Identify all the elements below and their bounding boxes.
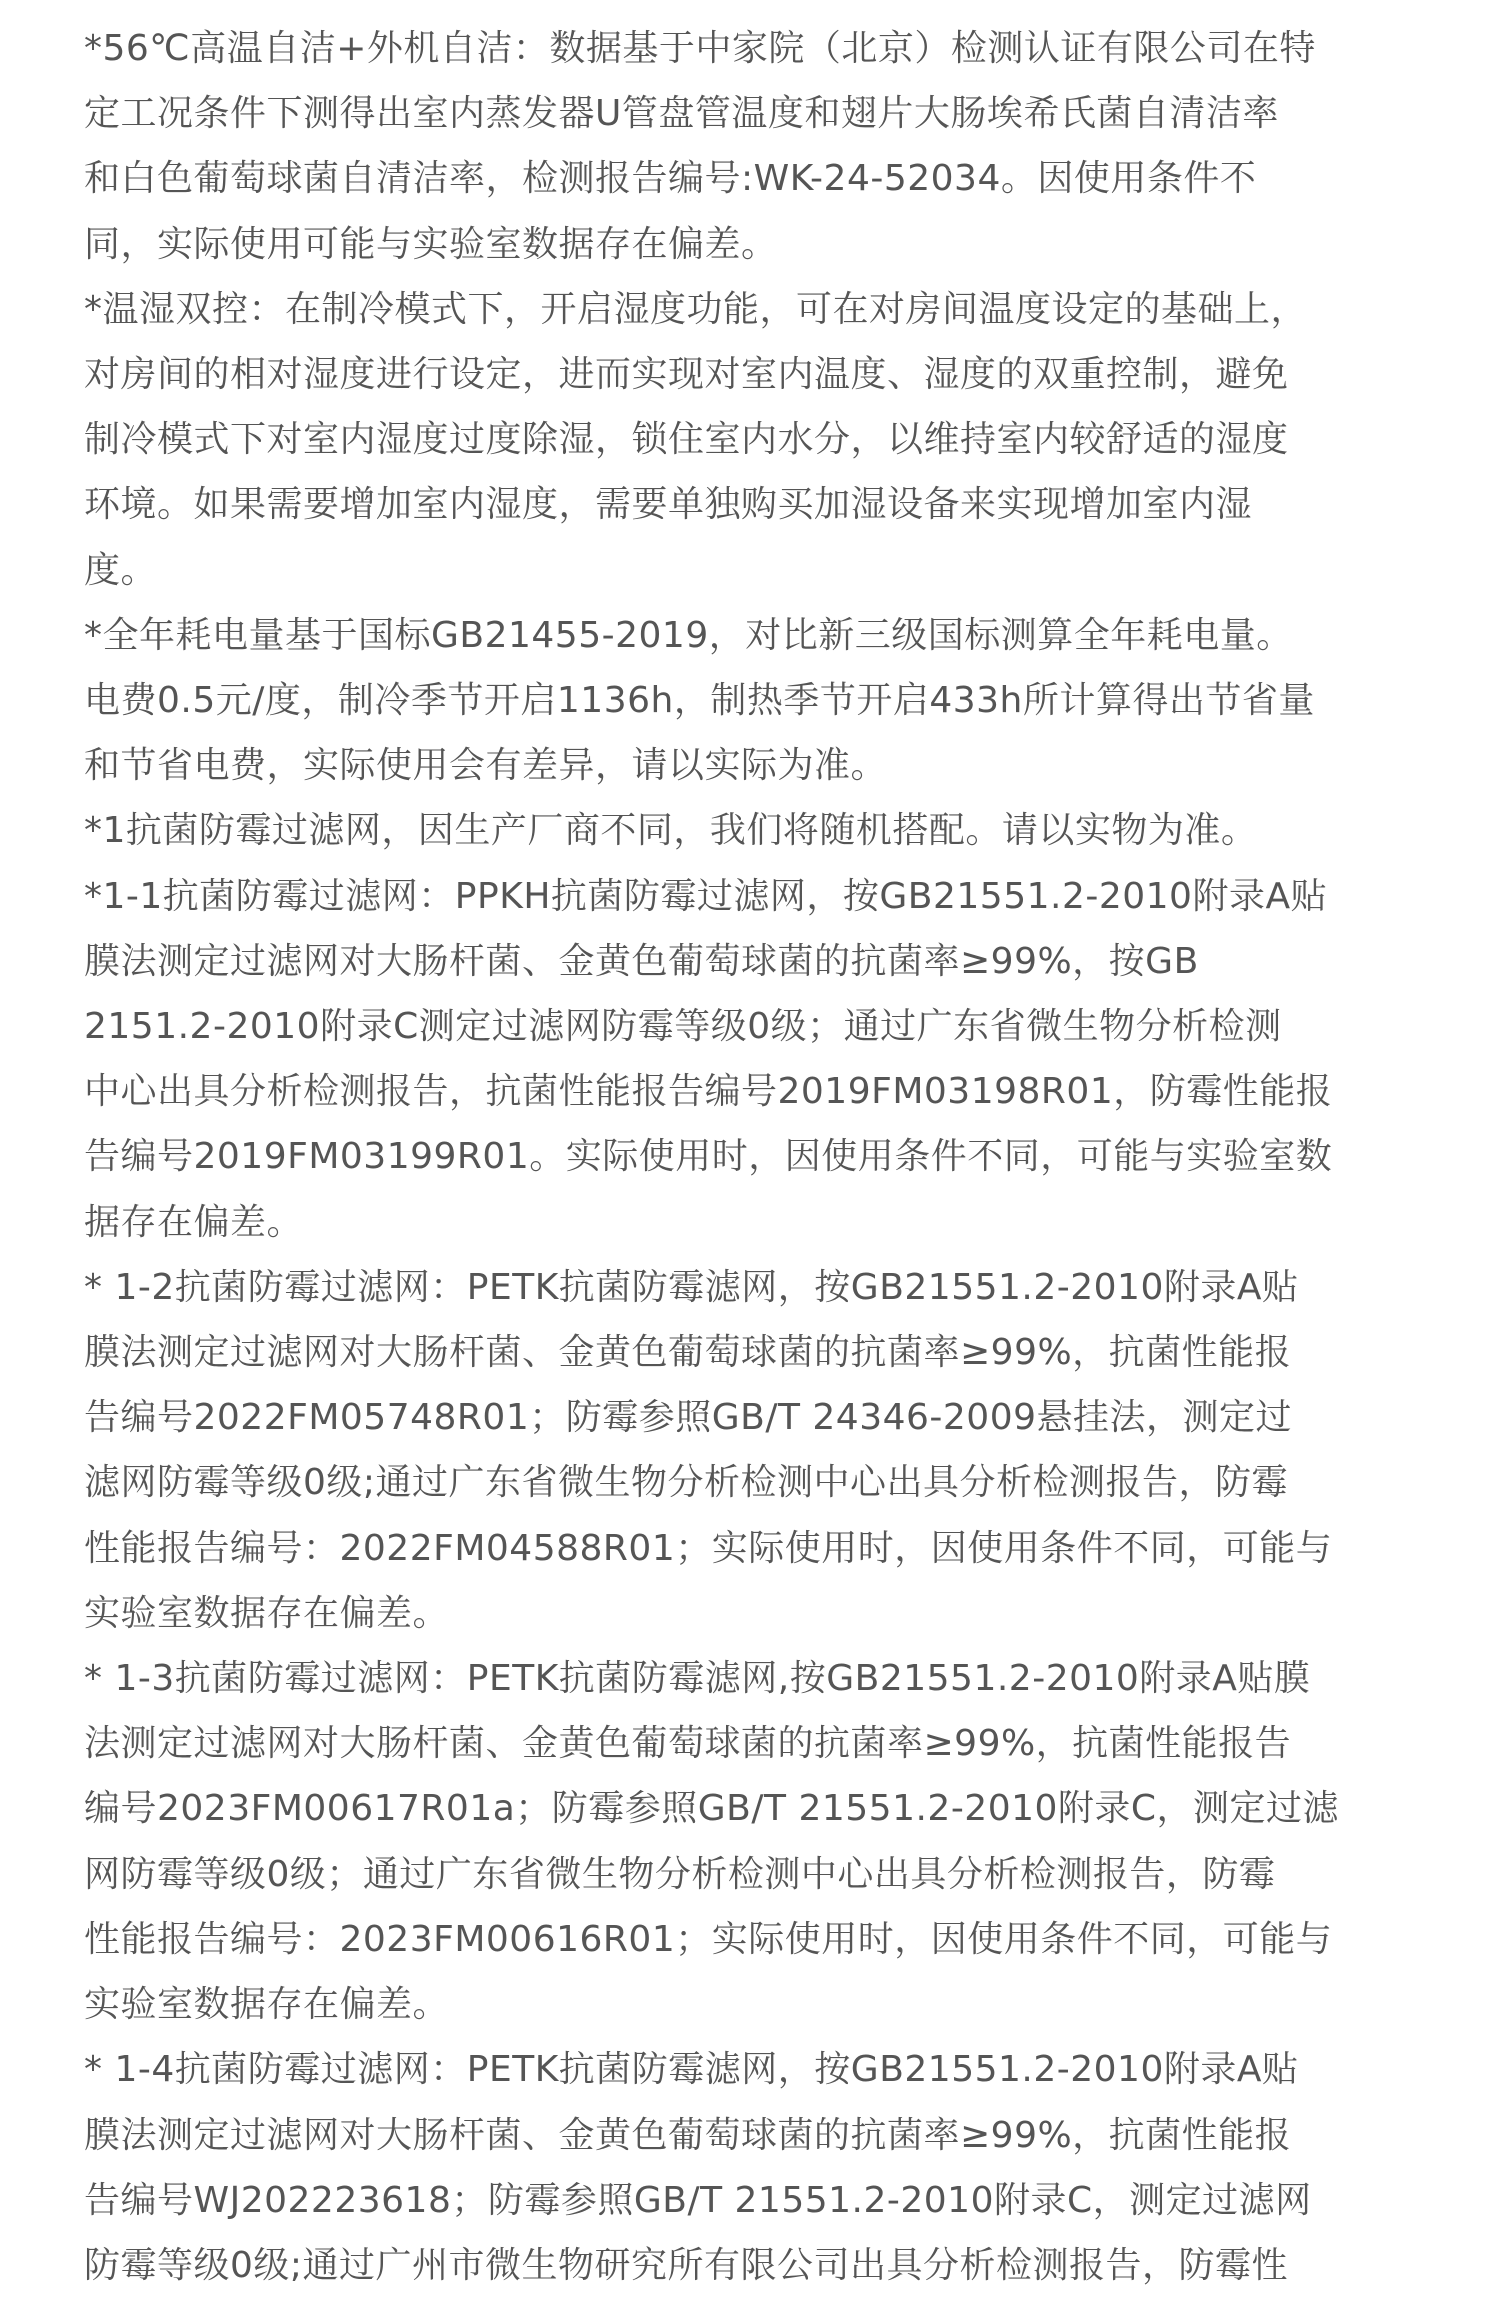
note-line: * 1-3抗菌防霉过滤网：PETK抗菌防霉滤网,按GB21551.2-2010附录A贴膜 [84, 1658, 1311, 1700]
note-line: 滤网防霉等级0级;通过广东省微生物分析检测中心出具分析检测报告，防霉 [84, 1462, 1289, 1504]
note-line: 膜法测定过滤网对大肠杆菌、金黄色葡萄球菌的抗菌率≥99%，抗菌性能报 [84, 2114, 1292, 2156]
note-line: 告编号WJ202223618；防霉参照GB/T 21551.2-2010附录C，测定过滤网 [84, 2179, 1312, 2221]
note-line: 编号2023FM00617R01a；防霉参照GB/T 21551.2-2010附录C，测定过滤 [84, 1788, 1340, 1830]
note-line: *全年耗电量基于国标GB21455-2019，对比新三级国标测算全年耗电量。 [84, 614, 1293, 656]
note-line: 法测定过滤网对大肠杆菌、金黄色葡萄球菌的抗菌率≥99%，抗菌性能报告 [84, 1723, 1292, 1765]
note-line: 据存在偏差。 [84, 1201, 304, 1243]
note-line: * 1-4抗菌防霉过滤网：PETK抗菌防霉滤网，按GB21551.2-2010附录A贴 [84, 2049, 1299, 2091]
note-line: * 1-2抗菌防霉过滤网：PETK抗菌防霉滤网，按GB21551.2-2010附录A贴 [84, 1266, 1299, 1308]
note-line: 2151.2-2010附录C测定过滤网防霉等级0级；通过广东省微生物分析检测 [84, 1006, 1282, 1048]
note-line: *56℃高温自洁+外机自洁：数据基于中家院（北京）检测认证有限公司在特 [84, 28, 1316, 69]
note-line: 和节省电费，实际使用会有差异，请以实际为准。 [84, 745, 888, 787]
note-line: 制冷模式下对室内湿度过度除湿，锁住室内水分，以维持室内较舒适的湿度 [84, 419, 1289, 461]
note-line: 电费0.5元/度，制冷季节开启1136h，制热季节开启433h所计算得出节省量 [84, 680, 1315, 722]
note-line: 和白色葡萄球菌自清洁率，检测报告编号:WK-24-52034。因使用条件不 [84, 158, 1257, 200]
note-line: 度。 [84, 549, 158, 591]
note-line: 性能报告编号：2023FM00616R01；实际使用时，因使用条件不同，可能与 [84, 1918, 1333, 1960]
note-line: 环境。如果需要增加室内湿度，需要单独购买加湿设备来实现增加室内湿 [84, 484, 1253, 526]
note-line: 膜法测定过滤网对大肠杆菌、金黄色葡萄球菌的抗菌率≥99%，按GB [84, 940, 1199, 982]
note-line: 膜法测定过滤网对大肠杆菌、金黄色葡萄球菌的抗菌率≥99%，抗菌性能报 [84, 1332, 1292, 1374]
note-line: *温湿双控：在制冷模式下，开启湿度功能，可在对房间温度设定的基础上， [84, 288, 1308, 330]
disclaimer-notes [84, 16, 1374, 2298]
note-line: 性能报告编号：2022FM04588R01；实际使用时，因使用条件不同，可能与 [84, 1527, 1333, 1569]
note-line: *1抗菌防霉过滤网，因生产厂商不同，我们将随机搭配。请以实物为准。 [84, 810, 1258, 852]
note-line: 告编号2022FM05748R01；防霉参照GB/T 24346-2009悬挂法，测定过 [84, 1397, 1293, 1439]
note-line: 防霉等级0级;通过广州市微生物研究所有限公司出具分析检测报告，防霉性 [84, 2244, 1289, 2286]
note-line: 告编号2019FM03199R01。实际使用时，因使用条件不同，可能与实验室数 [84, 1136, 1333, 1178]
note-line: *1-1抗菌防霉过滤网：PPKH抗菌防霉过滤网，按GB21551.2-2010附录A贴 [84, 875, 1328, 917]
note-line: 同，实际使用可能与实验室数据存在偏差。 [84, 223, 778, 265]
note-line: 定工况条件下测得出室内蒸发器U管盘管温度和翅片大肠埃希氏菌自清洁率 [84, 93, 1279, 135]
note-line: 实验室数据存在偏差。 [84, 1592, 450, 1634]
note-line: 对房间的相对湿度进行设定，进而实现对室内温度、湿度的双重控制，避免 [84, 354, 1289, 396]
note-line: 实验室数据存在偏差。 [84, 1984, 450, 2026]
note-line: 中心出具分析检测报告，抗菌性能报告编号2019FM03198R01，防霉性能报 [84, 1071, 1333, 1113]
note-line: 网防霉等级0级；通过广东省微生物分析检测中心出具分析检测报告，防霉 [84, 1853, 1276, 1895]
